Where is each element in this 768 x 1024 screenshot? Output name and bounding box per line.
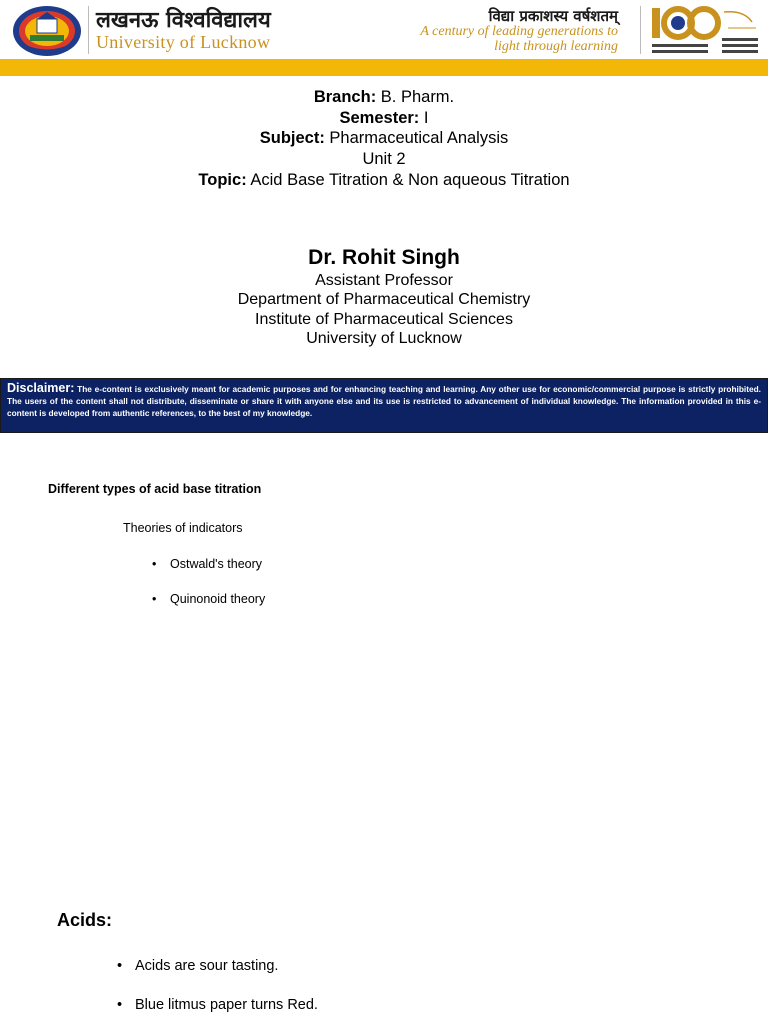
author-designation: Assistant Professor bbox=[315, 272, 453, 289]
disclaimer-text: The e-content is exclusively meant for academic purposes and for enhancing teaching and learning. Any other use for economic/commercial purpose is strictly prohibited. The users of the content shall not distribute, disseminate or share it with anyone else and its use is restricted to advancement of individual knowledge. The information provided in this e-content is developed from authentic references, to the best of my knowledge. bbox=[7, 384, 761, 419]
list-item-text: Quinonoid theory bbox=[170, 592, 266, 606]
subject-line bbox=[0, 128, 768, 149]
header-gold-bar bbox=[0, 59, 768, 76]
university-name-hindi: लखनऊ विश्वविद्यालय bbox=[96, 8, 271, 33]
unit-line: Unit 2 bbox=[362, 150, 406, 169]
topic-line bbox=[0, 170, 768, 191]
semester-value: I bbox=[423, 108, 429, 127]
section-title-acids: Acids: bbox=[57, 910, 113, 930]
branch-value: B. Pharm. bbox=[380, 88, 455, 106]
author-info bbox=[0, 245, 768, 348]
university-name-english: University of Lucknow bbox=[96, 32, 271, 52]
semester-line bbox=[0, 108, 768, 129]
bullet-icon: • bbox=[152, 592, 157, 606]
list-item-text: Ostwald's theory bbox=[170, 557, 263, 571]
motto-english-line-1: A century of leading generations to bbox=[420, 24, 618, 39]
list-item bbox=[152, 592, 265, 627]
header-divider bbox=[88, 6, 89, 54]
topic-value: Acid Base Titration & Non aqueous Titration bbox=[250, 170, 570, 189]
section-subtitle-theories: Theories of indicators bbox=[123, 521, 243, 535]
list-item bbox=[152, 557, 265, 592]
disclaimer-label: Disclaimer: bbox=[7, 381, 75, 395]
section-title-acid-base-titration: Different types of acid base titration bbox=[48, 482, 262, 496]
motto-hindi: विद्या प्रकाशस्य वर्षशतम् bbox=[488, 7, 618, 25]
author-name: Dr. Rohit Singh bbox=[308, 246, 460, 269]
topic-label: Topic: bbox=[198, 170, 247, 189]
disclaimer-box bbox=[0, 378, 768, 433]
page-header bbox=[0, 0, 768, 60]
university-seal-icon bbox=[10, 3, 84, 58]
course-info bbox=[0, 87, 768, 191]
motto-english-line-2: light through learning bbox=[494, 39, 618, 54]
author-institute: Institute of Pharmaceutical Sciences bbox=[255, 310, 513, 328]
subject-label: Subject: bbox=[259, 129, 325, 148]
bullet-icon: • bbox=[117, 958, 123, 974]
list-item-text: Blue litmus paper turns Red. bbox=[135, 997, 318, 1013]
list-item bbox=[117, 958, 318, 997]
branch-line bbox=[0, 87, 768, 108]
list-item-text: Acids are sour tasting. bbox=[135, 958, 279, 974]
bullet-icon: • bbox=[117, 997, 123, 1013]
branch-label: Branch: bbox=[313, 88, 377, 106]
acids-list bbox=[117, 958, 318, 1024]
bullet-icon: • bbox=[152, 557, 157, 571]
centenary-100-years-logo-icon bbox=[648, 2, 764, 58]
author-department: Department of Pharmaceutical Chemistry bbox=[237, 291, 531, 309]
list-item bbox=[117, 997, 318, 1024]
author-university: University of Lucknow bbox=[306, 329, 462, 347]
subject-value: Pharmaceutical Analysis bbox=[329, 129, 509, 148]
header-divider-right bbox=[640, 6, 641, 54]
theories-list bbox=[152, 557, 265, 627]
semester-label: Semester: bbox=[339, 108, 420, 127]
